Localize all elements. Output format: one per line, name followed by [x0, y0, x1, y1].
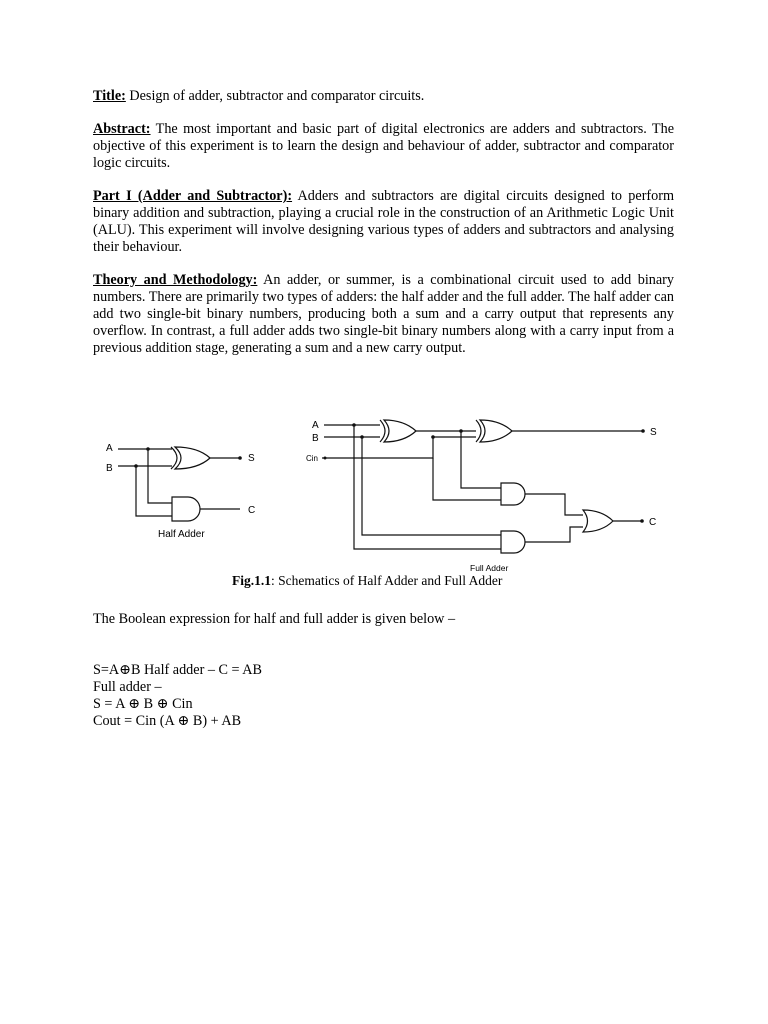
title-text: Design of adder, subtractor and comparator circuits.: [125, 88, 425, 104]
ha-and-gate: [172, 497, 200, 521]
fa-input-b-label: B: [312, 433, 319, 444]
fa-input-a-label: A: [312, 420, 319, 431]
abstract-label: Abstract:: [93, 121, 151, 137]
half-adder-schematic: [106, 443, 255, 540]
fa-output-c-label: C: [649, 517, 657, 528]
title-label: Title:: [93, 88, 126, 104]
ha-xor-gate: [175, 447, 210, 469]
equation-full-adder-carry: Cout = Cin (A ⊕ B) + AB: [93, 713, 242, 729]
theory-label: Theory and Methodology:: [93, 272, 258, 288]
fa-output-s-label: S: [650, 427, 657, 438]
ha-wire-b-branch: [136, 466, 172, 516]
ha-output-c-label: C: [248, 505, 256, 516]
fa-xor2-gate: [480, 420, 512, 442]
ha-title-label: Half Adder: [158, 529, 205, 540]
caption-bold: Fig.1.1: [232, 573, 271, 588]
ha-input-a-label: A: [106, 443, 113, 454]
equation-full-adder-heading: Full adder –: [93, 679, 162, 695]
fa-wire-and1-in2: [433, 458, 501, 500]
fa-xor1-back-curve: [380, 420, 385, 442]
fa-or-gate: [583, 510, 613, 532]
fa-wire-or-in1: [525, 494, 583, 515]
fa-wire-and2-in2: [354, 425, 501, 549]
caption-text: : Schematics of Half Adder and Full Adder: [271, 573, 503, 588]
fa-xor1-gate: [384, 420, 416, 442]
theory-text: An adder, or summer, is a combinational circuit used to add binary numbers. There are primarily two types of adders: the half adder and the full adder. The half adder can add two single-bit binary numbers, producing both a sum and a carry output that represents any overflow. In contrast, a full adder adds two single-bit binary numbers along with a carry input from a previous addition stage, generating a sum and a new carry output.: [93, 272, 674, 356]
fa-xor2-back-curve: [476, 420, 481, 442]
fa-title-label: Full Adder: [470, 563, 509, 573]
equation-full-adder-sum: S = A ⊕ B ⊕ Cin: [93, 696, 193, 712]
ha-input-b-label: B: [106, 463, 113, 474]
equation-half-adder: S=A⊕B Half adder – C = AB: [93, 662, 262, 678]
fa-and1-gate: [501, 483, 525, 505]
boolean-intro: The Boolean expression for half and full adder is given below –: [93, 611, 456, 627]
fa-wire-and2-in1: [362, 437, 501, 535]
fa-wire-or-in2: [525, 527, 583, 542]
part1-text: Adders and subtractors are digital circuits designed to perform binary addition and subtraction, playing a crucial role in the construction of an Arithmetic Logic Unit (ALU). This experiment will involve designing various types of adders and subtractors and analysing their behaviour.: [93, 188, 674, 255]
figure-caption: [232, 573, 502, 589]
fa-and2-gate: [501, 531, 525, 553]
ha-output-s-label: S: [248, 453, 255, 464]
full-adder-schematic: [306, 420, 657, 573]
ha-wire-a-branch: [148, 449, 172, 503]
part1-label: Part I (Adder and Subtractor):: [93, 188, 293, 204]
abstract-text: The most important and basic part of digital electronics are adders and subtractors. The objective of this experiment is to learn the design and behaviour of adder, subtractor and comparator logic circuits.: [93, 121, 674, 171]
fa-input-cin-label: Cin: [306, 454, 319, 463]
